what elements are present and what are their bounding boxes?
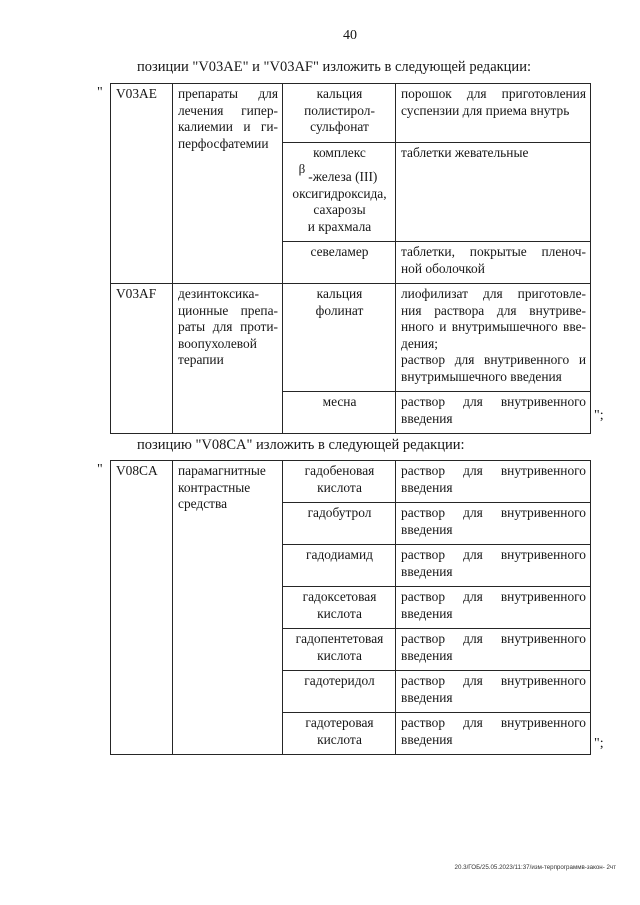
- dosage-form-line: таблетки, покрытые пленоч-: [401, 244, 586, 259]
- dosage-form-line: раствор для внутривенного: [401, 631, 586, 646]
- drug-name-line: кислота: [317, 647, 362, 663]
- dosage-form-line: раствор для внутривенного: [401, 715, 586, 730]
- table-row: [111, 461, 591, 503]
- dosage-form-line: раствор для внутривенного: [401, 547, 586, 562]
- page-number: 40: [343, 28, 357, 43]
- dosage-form-line: ной оболочкой: [401, 260, 485, 276]
- drug-name-line: гадобутрол: [307, 505, 372, 520]
- drug-group-line: контрастные: [178, 479, 251, 495]
- drug-name-cell: [283, 545, 396, 587]
- drug-name-cell: [283, 461, 396, 503]
- drug-group-line: средства: [178, 496, 228, 511]
- dosage-form-line: введения: [401, 479, 453, 495]
- drug-name-line: севеламер: [310, 244, 369, 259]
- dosage-form-line: таблетки жевательные: [401, 144, 529, 160]
- drug-name-cell: [283, 671, 396, 713]
- drug-group-line: дезинтоксика-: [178, 286, 259, 301]
- drug-group-line: перфосфатемии: [178, 135, 269, 151]
- dosage-form-cell: [396, 461, 591, 503]
- amendment-instruction-1: позиции "V03AE" и "V03AF" изложить в следующей редакции:: [137, 59, 531, 75]
- document-footer-code: 20.3/ГОБ/25.05.2023/11:37/изм-терпрограммв-закон- 2чт: [454, 864, 616, 871]
- dosage-form-line: введения: [401, 689, 453, 705]
- dosage-form-line: раствор для внутривенного: [401, 394, 586, 409]
- drug-group-cell: [173, 461, 283, 755]
- drug-group-line: парамагнитные: [178, 463, 266, 478]
- drug-name-cell: [283, 629, 396, 671]
- drug-name-line-text: -железа (III): [308, 169, 378, 184]
- dosage-form-cell: [396, 142, 591, 242]
- beta-symbol: β: [298, 161, 306, 176]
- atc-code: V03AE: [116, 86, 157, 101]
- dosage-form-cell: [396, 545, 591, 587]
- dosage-form-line: раствор для внутривенного: [401, 463, 586, 478]
- opening-quote: ": [97, 85, 103, 100]
- drug-name-cell: [283, 587, 396, 629]
- drug-group-line: воопухолевой: [178, 335, 257, 351]
- drug-name-cell: [283, 503, 396, 545]
- dosage-form-line: раствор для внутривенного: [401, 673, 586, 688]
- dosage-form-cell: [396, 284, 591, 392]
- atc-code: V03AF: [116, 286, 157, 301]
- drug-name-line: кислота: [317, 731, 362, 747]
- dosage-form-line: дения;: [401, 335, 438, 351]
- drug-group-cell: [173, 84, 283, 284]
- dosage-form-line: лиофилизат для приготовле-: [401, 286, 586, 301]
- table-row: [111, 284, 591, 392]
- dosage-form-cell: [396, 671, 591, 713]
- closing-quote: ";: [594, 408, 604, 423]
- drug-name-line: кальция: [316, 286, 363, 301]
- drug-name-cell: [283, 284, 396, 392]
- dosage-form-line: порошок для приготовления: [401, 86, 586, 101]
- dosage-form-line: раствор для внутривенного: [401, 505, 586, 520]
- drug-name-cell: [283, 392, 396, 434]
- drug-name-line: комплекс: [313, 144, 366, 160]
- dosage-form-line: введения: [401, 521, 453, 537]
- amendment-instruction-2: позицию "V08CA" изложить в следующей редакции:: [137, 437, 465, 453]
- drug-table-1: [110, 83, 591, 434]
- drug-name-line: гадобеновая: [304, 463, 375, 478]
- dosage-form-line: нного и внутримышечного вве-: [401, 319, 586, 334]
- drug-name-line: [288, 161, 391, 186]
- drug-name-line: гадопентетовая: [295, 631, 384, 646]
- drug-name-line: гадоксетовая: [302, 589, 377, 604]
- dosage-form-cell: [396, 713, 591, 755]
- dosage-form-line: раствор для внутривенного: [401, 589, 586, 604]
- drug-name-cell: [283, 142, 396, 242]
- dosage-form-cell: [396, 242, 591, 284]
- drug-name-line: гадодиамид: [306, 547, 373, 562]
- table-row: [111, 84, 591, 143]
- dosage-form-line: введения: [401, 731, 453, 747]
- drug-name-cell: [283, 713, 396, 755]
- drug-group-line: препараты для: [178, 86, 278, 101]
- drug-name-line: кислота: [317, 479, 362, 495]
- drug-group-line: раты для проти-: [178, 319, 278, 334]
- dosage-form-cell: [396, 392, 591, 434]
- dosage-form-line: введения: [401, 647, 453, 663]
- drug-name-line: гадотеровая: [305, 715, 374, 730]
- drug-name-line: сульфонат: [310, 119, 369, 134]
- closing-quote: ";: [594, 736, 604, 751]
- dosage-form-line: введения: [401, 563, 453, 579]
- drug-name-line: сахарозы: [313, 202, 366, 217]
- dosage-form-line: внутримышечного введения: [401, 368, 562, 384]
- drug-group-cell: [173, 284, 283, 434]
- table-body: [111, 84, 591, 434]
- drug-group-line: ционные препа-: [178, 302, 278, 318]
- atc-code-cell: [111, 461, 173, 755]
- opening-quote: ": [97, 462, 103, 477]
- atc-code: V08CA: [116, 463, 158, 478]
- drug-name-line: и крахмала: [307, 218, 372, 234]
- drug-name-line: оксигидроксида,: [292, 185, 387, 201]
- drug-name-line: полистирол-: [304, 102, 375, 118]
- drug-name-cell: [283, 242, 396, 284]
- drug-name-line: гадотеридол: [304, 673, 375, 688]
- drug-name-cell: [283, 84, 396, 143]
- table-body: [111, 461, 591, 755]
- dosage-form-cell: [396, 587, 591, 629]
- atc-code-cell: [111, 84, 173, 284]
- drug-group-line: калиемии и ги-: [178, 119, 278, 134]
- drug-name-line: кальция: [316, 86, 363, 101]
- atc-code-cell: [111, 284, 173, 434]
- dosage-form-cell: [396, 503, 591, 545]
- dosage-form-cell: [396, 84, 591, 143]
- drug-name-line: фолинат: [315, 302, 364, 318]
- drug-name-line: месна: [322, 394, 357, 409]
- dosage-form-line: ния раствора для внутриве-: [401, 302, 586, 318]
- dosage-form-cell: [396, 629, 591, 671]
- dosage-form-line: введения: [401, 605, 453, 621]
- drug-name-line: кислота: [317, 605, 362, 621]
- dosage-form-line: суспензии для приема внутрь: [401, 102, 570, 118]
- dosage-form-line: введения: [401, 410, 453, 426]
- drug-group-line: терапии: [178, 352, 224, 367]
- drug-table-2: [110, 460, 591, 755]
- dosage-form-line: раствор для внутривенного и: [401, 352, 586, 367]
- drug-group-line: лечения гипер-: [178, 102, 278, 118]
